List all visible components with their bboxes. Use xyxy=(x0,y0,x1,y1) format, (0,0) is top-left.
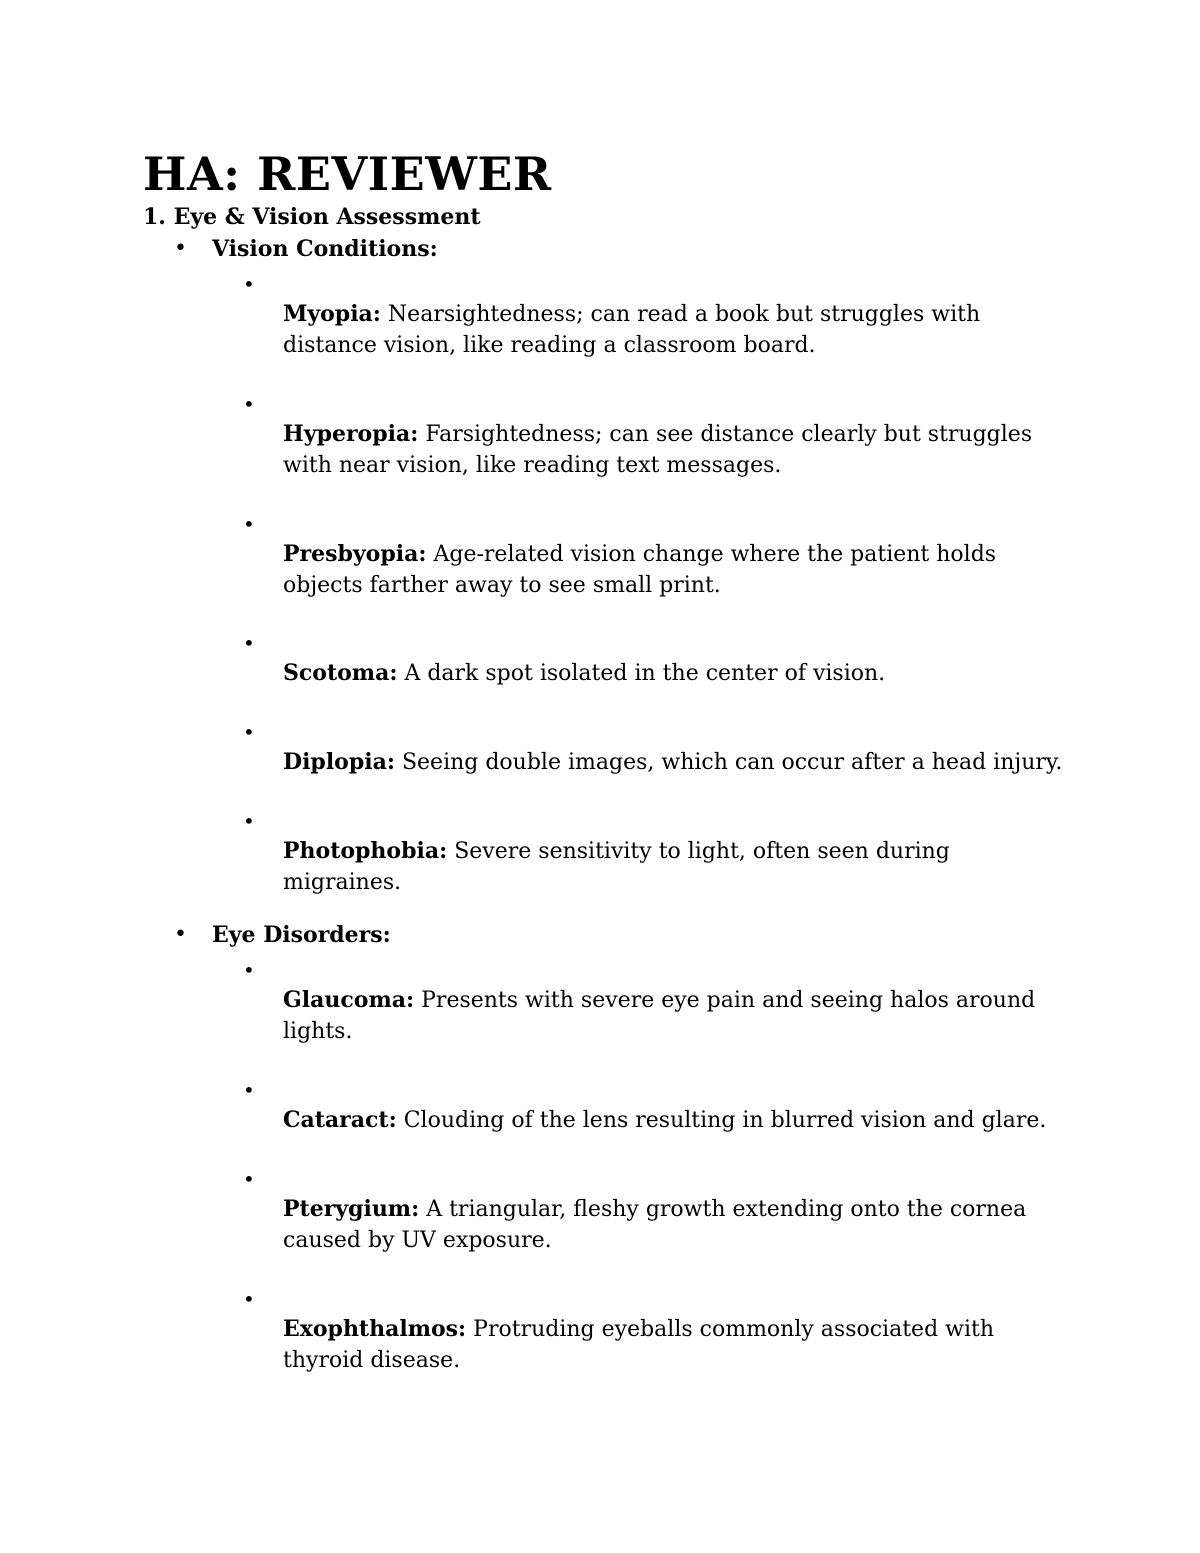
term-label: Glaucoma: xyxy=(283,987,415,1013)
bullet-icon: • xyxy=(243,1287,255,1311)
term-definition: A dark spot isolated in the center of vision. xyxy=(397,661,886,686)
term-label: Presbyopia: xyxy=(283,541,427,567)
eye-disorders-label: Eye Disorders: xyxy=(212,922,391,948)
term-definition: Nearsightedness; can read a book but struggles with distance vision, like reading a classroom board. xyxy=(283,302,981,358)
term-definition: Protruding eyeballs commonly associated with thyroid disease. xyxy=(283,1317,995,1373)
bullet-icon: • xyxy=(243,809,255,833)
term-definition: Presents with severe eye pain and seeing halos around lights. xyxy=(283,988,1036,1044)
term-label: Hyperopia: xyxy=(283,421,419,447)
term-definition: Farsightedness; can see distance clearly but struggles with near vision, like reading text messages. xyxy=(283,422,1033,478)
document-title: HA: REVIEWER xyxy=(143,147,552,201)
term-definition: Severe sensitivity to light, often seen during migraines. xyxy=(283,839,950,895)
bullet-icon: • xyxy=(243,392,255,416)
term-definition: A triangular, fleshy growth extending onto the cornea caused by UV exposure. xyxy=(283,1197,1027,1253)
bullet-icon: • xyxy=(243,272,255,296)
vision-conditions-label: Vision Conditions: xyxy=(212,236,438,262)
term-label: Photophobia: xyxy=(283,838,448,864)
term-definition: Age-related vision change where the patient holds objects farther away to see small print. xyxy=(283,542,997,598)
bullet-icon: • xyxy=(243,1167,255,1191)
term-label: Diplopia: xyxy=(283,749,395,775)
bullet-icon: • xyxy=(243,1078,255,1102)
term-label: Cataract: xyxy=(283,1107,397,1133)
bullet-icon: • xyxy=(174,922,187,947)
term-definition: Seeing double images, which can occur after a head injury. xyxy=(394,750,1063,775)
term-definition: Clouding of the lens resulting in blurred vision and glare. xyxy=(396,1108,1047,1133)
section-heading: 1. Eye & Vision Assessment xyxy=(143,204,481,230)
term-label: Myopia: xyxy=(283,301,381,327)
term-label: Exophthalmos: xyxy=(283,1316,467,1342)
bullet-icon: • xyxy=(243,512,255,536)
bullet-icon: • xyxy=(243,631,255,655)
bullet-icon: • xyxy=(243,958,255,982)
term-label: Pterygium: xyxy=(283,1196,420,1222)
bullet-icon: • xyxy=(243,720,255,744)
bullet-icon: • xyxy=(174,236,187,261)
term-label: Scotoma: xyxy=(283,660,398,686)
